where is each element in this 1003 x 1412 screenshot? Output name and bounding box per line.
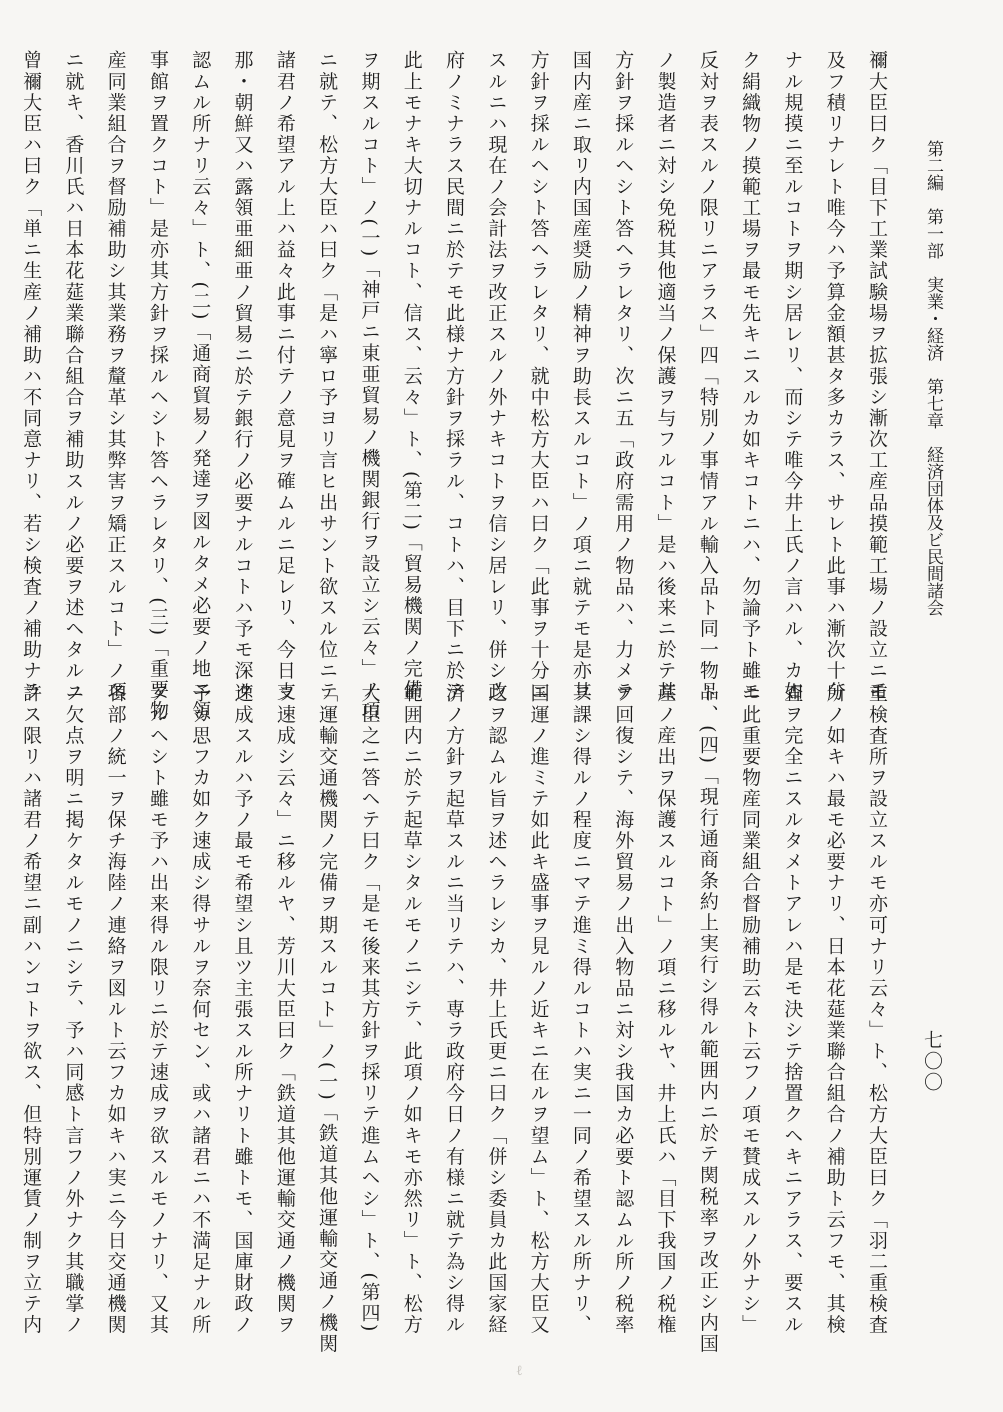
text-column: 方針ヲ採ルヘシト答ヘラレタリ、就中松方大臣ハ曰ク「此事ヲ十分ニ	[527, 50, 550, 703]
text-column: 大臣之ニ答ヘテ曰ク「是モ後来其方針ヲ採リテ進ムヘシ」ト、(第四)	[358, 683, 381, 1334]
text-column: 認ムル所ナリ云々」ト、(二)「通商貿易ノ発達ヲ図ルタメ必要ノ地ニ領	[189, 50, 212, 722]
text-column: ニ此重要物産同業組合督励補助云々ト云フノ項モ賛成スルノ外ナシ」	[739, 683, 762, 1336]
text-column: 諸君ノ希望アル上ハ益々此事ニ付テノ意見ヲ確ムルニ足レリ、今日支	[273, 50, 296, 703]
text-column: ノ欠点ヲ明ニ掲ケタルモノニシテ、予ハ同感ト言フノ外ナク其職掌ノ	[62, 683, 85, 1336]
text-column: 此上モナキ大切ナルコト、信ス、云々」ト、(第二)「貿易機関ノ完備	[400, 50, 423, 701]
text-column	[0, 50, 10, 675]
text-column: 禰大臣曰ク「目下工業試験場ヲ拡張シ漸次工産品摸範工場ノ設立ニモ	[866, 50, 888, 703]
text-column: 事館ヲ置クコト」是亦其方針ヲ採ルヘシト答ヘラレタリ、(三)「重要物	[146, 50, 169, 722]
text-column: 所ノ如キハ最モ必要ナリ、日本花莚業聯合組合ノ補助ト云フモ、其検	[823, 683, 846, 1336]
text-column: ト、(四)「現行通商条約上実行シ得ル範囲内ニ於テ関税率ヲ改正シ内国	[696, 683, 719, 1355]
text-column: ヲ速成シ云々」ニ移ルヤ、芳川大臣曰ク「鉄道其他運輸交通ノ機関ヲ	[273, 683, 296, 1336]
text-column: 済ノ方針ヲ起草スルニ当リテハ、専ラ政府今日ノ有様ニ就テ為シ得ル	[443, 683, 466, 1336]
text-column: 各部ノ統一ヲ保チ海陸ノ連絡ヲ図ルト云フカ如キハ実ニ今日交通機関	[104, 683, 127, 1336]
text-column: 産ノ産出ヲ保護スルコト」ノ項ニ移ルヤ、井上氏ハ「目下我国ノ税権	[654, 683, 677, 1336]
text-column: ノ製造者ニ対シ免税其他適当ノ保護ヲ与フルコト」是ハ後来ニ於テ其	[654, 50, 677, 703]
text-column: 及フ積リナレト唯今ハ予算金額甚タ多カラス、サレト此事ハ漸次十分	[823, 50, 846, 703]
text-column: 反対ヲ表スルノ限リニアラス」四「特別ノ事情アル輸入品ト同一物品	[696, 50, 719, 703]
stray-pencil-mark: ℓ	[516, 1363, 523, 1379]
text-column: 曾禰大臣ハ曰ク「単ニ生産ノ補助ハ不同意ナリ、若シ検査ノ補助ナラ	[20, 50, 43, 703]
text-column: 査ヲ完全ニスルタメトアレハ是モ決シテ捨置クヘキニアラス、要スル	[781, 683, 804, 1336]
text-column: 範囲内ニ於テ起草シタルモノニシテ、此項ノ如キモ亦然リ」ト、松方	[400, 683, 423, 1336]
running-head: 第二編 第一部 実業・経済 第七章 経済団体及ビ民間諸会	[923, 140, 943, 616]
top-text-block	[20, 50, 898, 722]
text-column: 那・朝鮮又ハ露領亜細亜ノ貿易ニ於テ銀行ノ必要ナルコトハ予モ深ク	[231, 50, 254, 703]
bottom-text-block	[20, 683, 898, 1355]
text-column: ニ就キ、香川氏ハ日本花莚業聯合組合ヲ補助スルノ必要ヲ述ヘタルニ	[62, 50, 85, 703]
text-column: 府ノミナラス民間ニ於テモ此様ナ方針ヲ採ラル、コトハ、目下ニ於テ	[443, 50, 466, 703]
text-column: 重検査所ヲ設立スルモ亦可ナリ云々」ト、松方大臣曰ク「羽二重検査	[866, 683, 888, 1336]
text-column: ク絹織物ノ摸範工場ヲ最モ先キニスルカ如キコトニハ、勿論予ト雖モ	[739, 50, 762, 703]
text-column: 国運ノ進ミテ如此キ盛事ヲ見ルノ近キニ在ルヲ望ム」ト、松方大臣又	[527, 683, 550, 1336]
text-column: 国内産ニ取リ内国産奨励ノ精神ヲ助長スルコト」ノ項ニ就テモ是亦其	[569, 50, 592, 703]
text-column: スルニハ現在ノ会計法ヲ改正スルノ外ナキコトヲ信シ居レリ、併シ政	[485, 50, 508, 703]
text-column: 「運輸交通機関ノ完備ヲ期スルコト」ノ(一)「鉄道其他運輸交通ノ機関	[316, 683, 339, 1355]
text-column: ヲ回復シテ、海外貿易ノ出入物品ニ対シ我国カ必要ト認ムル所ノ税率	[612, 683, 635, 1336]
text-column: 之ヲ認ムル旨ヲ述ヘラレシカ、井上氏更ニ曰ク「併シ委員カ此国家経	[485, 683, 508, 1336]
text-column: 速成スルハ予ノ最モ希望シ且ツ主張スル所ナリト雖トモ、国庫財政ノ	[231, 683, 254, 1336]
text-column: アルヘシト雖モ予ハ出来得ル限リニ於テ速成ヲ欲スルモノナリ、又其	[146, 683, 169, 1336]
text-column: ナル規摸ニ至ルコトヲ期シ居レリ、而シテ唯今井上氏ノ言ハル、カ如	[781, 50, 804, 703]
text-column: ヲ課シ得ルノ程度ニマテ進ミ得ルコトハ実ニ一同ノ希望スル所ナリ、	[569, 683, 592, 1336]
text-column: 方針ヲ採ルヘシト答ヘラレタリ、次ニ五「政府需用ノ物品ハ、力メテ	[612, 50, 635, 703]
page-number: 七〇〇	[921, 1030, 943, 1093]
text-column	[0, 683, 10, 1320]
text-column: ニ就テ、松方大臣ハ曰ク「是ハ寧ロ予ヨリ言ヒ出サント欲スル位ニテ	[316, 50, 339, 703]
text-column: 許ス限リハ諸君ノ希望ニ副ハンコトヲ欲ス、但特別運賃ノ制ヲ立テ内	[20, 683, 43, 1336]
text-column: 産同業組合ヲ督励補助シ其業務ヲ釐革シ其弊害ヲ矯正スルコト」ノ項	[104, 50, 127, 703]
text-column: ヲ期スルコト」ノ(一)「神戸ニ東亜貿易ノ機関銀行ヲ設立シ云々」ノ項	[358, 50, 381, 722]
text-column: 予カ思フカ如ク速成シ得サルヲ奈何セン、或ハ諸君ニハ不満足ナル所	[189, 683, 212, 1336]
